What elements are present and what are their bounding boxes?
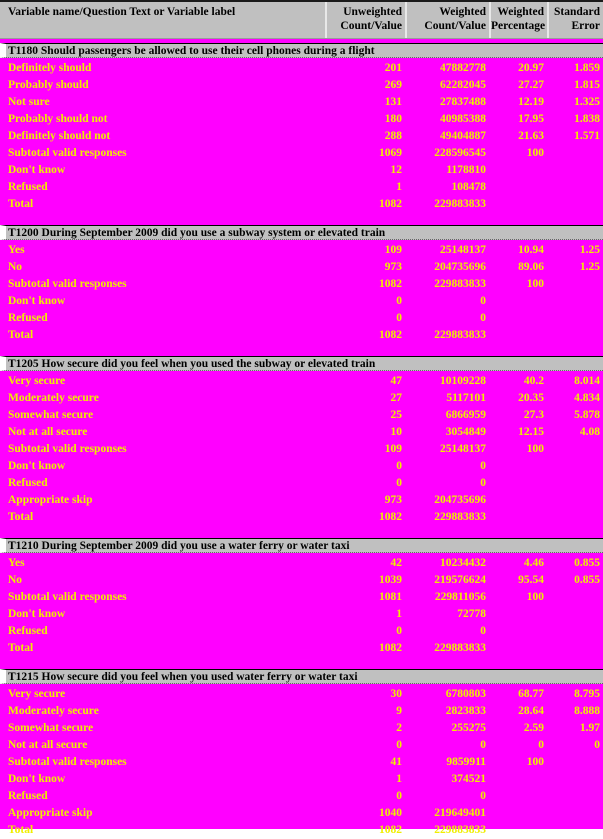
cell-weighted-percentage — [489, 492, 547, 509]
cell-standard-error: 4.08 — [579, 426, 600, 438]
section-title-bar: T1215 How secure did you feel when you used water ferry or water taxi — [0, 669, 603, 684]
column-header-unweighted-count — [325, 2, 405, 38]
cell-weighted-percentage: 89.06 — [518, 261, 544, 273]
cell-value-label: Appropriate skip — [8, 494, 93, 506]
cell-standard-error — [547, 492, 603, 509]
table-row — [0, 60, 603, 77]
table-row — [0, 327, 603, 344]
cell-unweighted-count: 1082 — [379, 642, 402, 654]
cell-weighted-percentage: 4.46 — [523, 557, 544, 569]
cell-standard-error: 1.25 — [579, 261, 600, 273]
cell-unweighted-count: 109 — [384, 244, 402, 256]
cell-weighted-count: 0 — [480, 295, 486, 307]
table-row — [0, 788, 603, 805]
cell-value-label: Don't know — [8, 773, 66, 785]
cell-weighted-count: 229883833 — [434, 329, 486, 341]
cell-value-label: Don't know — [8, 460, 66, 472]
cell-unweighted-count: 1069 — [379, 147, 402, 159]
column-header-weighted-percentage — [489, 2, 547, 38]
cell-unweighted-count: 42 — [390, 557, 402, 569]
cell-unweighted-count: 1081 — [379, 591, 402, 603]
cell-unweighted-count: 25 — [390, 409, 402, 421]
cell-standard-error: 8.888 — [574, 705, 600, 717]
section-title-bar: T1210 During September 2009 did you use a water ferry or water taxi — [0, 538, 603, 553]
cell-value-label: Total — [8, 642, 34, 654]
cell-unweighted-count: 180 — [384, 113, 402, 125]
cell-unweighted-count: 1082 — [379, 198, 402, 210]
cell-weighted-count: 49404887 — [440, 130, 486, 142]
cell-weighted-count: 47882778 — [440, 62, 486, 74]
cell-value-label: Don't know — [8, 164, 66, 176]
cell-value-label: Total — [8, 198, 34, 210]
column-header-weighted-line2: Count/Value — [424, 20, 486, 32]
cell-weighted-percentage: 27.3 — [523, 409, 544, 421]
cell-weighted-count: 72778 — [457, 608, 486, 620]
variable-section — [0, 356, 603, 526]
cell-weighted-count: 6866959 — [445, 409, 486, 421]
cell-standard-error: 8.795 — [574, 688, 600, 700]
cell-value-label: Not at all secure — [8, 739, 88, 751]
cell-standard-error — [547, 509, 603, 526]
cell-standard-error — [547, 196, 603, 213]
table-row — [0, 822, 603, 839]
cell-unweighted-count: 201 — [384, 62, 402, 74]
cell-unweighted-count: 1 — [396, 181, 402, 193]
table-row — [0, 111, 603, 128]
cell-weighted-percentage — [489, 822, 547, 839]
cell-unweighted-count: 973 — [384, 261, 402, 273]
cell-unweighted-count: 41 — [390, 756, 402, 768]
cell-unweighted-count: 0 — [396, 477, 402, 489]
cell-weighted-percentage — [489, 606, 547, 623]
table-row — [0, 754, 603, 771]
cell-value-label: Definitely should — [8, 62, 92, 74]
cell-value-label: Refused — [8, 477, 48, 489]
cell-unweighted-count: 12 — [390, 164, 402, 176]
table-row — [0, 259, 603, 276]
cell-weighted-count: 25148137 — [440, 443, 486, 455]
table-row — [0, 509, 603, 526]
cell-weighted-count: 219576624 — [434, 574, 486, 586]
cell-weighted-count: 229883833 — [434, 511, 486, 523]
cell-standard-error: 4.834 — [574, 392, 600, 404]
cell-standard-error: 0.855 — [574, 557, 600, 569]
cell-weighted-count: 229883833 — [434, 198, 486, 210]
cell-value-label: Total — [8, 511, 34, 523]
cell-weighted-count: 0 — [480, 790, 486, 802]
column-header-percentage-line2: Percentage — [491, 20, 546, 32]
cell-weighted-count: 0 — [480, 625, 486, 637]
cell-weighted-count: 3054849 — [445, 426, 486, 438]
cell-standard-error — [547, 771, 603, 788]
cell-weighted-count: 2823833 — [445, 705, 486, 717]
cell-weighted-count: 0 — [480, 739, 486, 751]
cell-standard-error — [547, 145, 603, 162]
cell-weighted-count: 10109228 — [440, 375, 486, 387]
cell-weighted-percentage — [489, 475, 547, 492]
cell-value-label: Refused — [8, 312, 48, 324]
cell-unweighted-count: 109 — [384, 443, 402, 455]
table-row — [0, 606, 603, 623]
cell-standard-error — [547, 754, 603, 771]
cell-value-label: Subtotal valid responses — [8, 756, 127, 768]
cell-value-label: Moderately secure — [8, 392, 99, 404]
cell-standard-error: 1.571 — [574, 130, 600, 142]
cell-standard-error: 1.97 — [579, 722, 600, 734]
cell-weighted-percentage — [489, 179, 547, 196]
cell-unweighted-count: 0 — [396, 460, 402, 472]
column-header-weighted-count — [405, 2, 489, 38]
cell-standard-error — [547, 458, 603, 475]
cell-weighted-count: 0 — [480, 477, 486, 489]
variable-section — [0, 669, 603, 839]
cell-standard-error — [547, 162, 603, 179]
cell-weighted-percentage — [489, 196, 547, 213]
cell-weighted-percentage: 2.59 — [523, 722, 544, 734]
cell-weighted-percentage: 17.95 — [518, 113, 544, 125]
cell-standard-error — [547, 822, 603, 839]
table-row — [0, 276, 603, 293]
cell-weighted-percentage — [489, 327, 547, 344]
cell-unweighted-count: 1040 — [379, 807, 402, 819]
cell-standard-error: 1.815 — [574, 79, 600, 91]
cell-value-label: Subtotal valid responses — [8, 278, 127, 290]
table-row — [0, 77, 603, 94]
cell-weighted-count: 229883833 — [434, 642, 486, 654]
cell-value-label: Not at all secure — [8, 426, 88, 438]
cell-unweighted-count: 269 — [384, 79, 402, 91]
cell-weighted-percentage: 12.15 — [518, 426, 544, 438]
cell-standard-error — [547, 623, 603, 640]
cell-value-label: Refused — [8, 181, 48, 193]
cell-weighted-percentage — [489, 771, 547, 788]
table-row — [0, 373, 603, 390]
table-row — [0, 145, 603, 162]
cell-weighted-percentage: 27.27 — [518, 79, 544, 91]
cell-standard-error — [547, 293, 603, 310]
cell-value-label: Appropriate skip — [8, 807, 93, 819]
cell-standard-error: 8.014 — [574, 375, 600, 387]
cell-standard-error — [547, 310, 603, 327]
table-row — [0, 128, 603, 145]
cell-unweighted-count: 1 — [396, 773, 402, 785]
section-rows — [0, 553, 603, 657]
variable-section — [0, 538, 603, 657]
table-row — [0, 407, 603, 424]
cell-unweighted-count: 0 — [396, 625, 402, 637]
cell-standard-error: 0 — [594, 739, 600, 751]
cell-value-label: Total — [8, 824, 34, 836]
cell-value-label: Moderately secure — [8, 705, 99, 717]
cell-weighted-percentage — [489, 293, 547, 310]
cell-value-label: Probably should — [8, 79, 89, 91]
table-row — [0, 640, 603, 657]
table-row — [0, 242, 603, 259]
section-rows — [0, 371, 603, 526]
cell-value-label: Don't know — [8, 295, 66, 307]
column-header-unweighted-line2: Count/Value — [340, 20, 402, 32]
cell-weighted-count: 108478 — [451, 181, 486, 193]
variable-section — [0, 225, 603, 344]
cell-standard-error: 1.859 — [574, 62, 600, 74]
cell-weighted-count: 62282045 — [440, 79, 486, 91]
cell-unweighted-count: 1082 — [379, 329, 402, 341]
cell-standard-error: 0.855 — [574, 574, 600, 586]
cell-unweighted-count: 0 — [396, 312, 402, 324]
cell-value-label: Subtotal valid responses — [8, 591, 127, 603]
table-row — [0, 572, 603, 589]
cell-weighted-percentage: 100 — [526, 443, 544, 455]
cell-value-label: Total — [8, 329, 34, 341]
cell-standard-error — [547, 276, 603, 293]
table-row — [0, 424, 603, 441]
cell-value-label: Don't know — [8, 608, 66, 620]
cell-weighted-count: 27837488 — [440, 96, 486, 108]
cell-unweighted-count: 0 — [396, 739, 402, 751]
cell-weighted-percentage: 28.64 — [518, 705, 544, 717]
table-row — [0, 475, 603, 492]
cell-weighted-count: 25148137 — [440, 244, 486, 256]
cell-weighted-count: 9859911 — [446, 756, 486, 768]
cell-weighted-count: 6780803 — [445, 688, 486, 700]
table-row — [0, 555, 603, 572]
cell-weighted-count: 219649401 — [434, 807, 486, 819]
cell-weighted-percentage: 68.77 — [518, 688, 544, 700]
cell-weighted-count: 229811056 — [434, 591, 486, 603]
cell-weighted-percentage: 95.54 — [518, 574, 544, 586]
cell-unweighted-count: 1039 — [379, 574, 402, 586]
cell-weighted-percentage — [489, 805, 547, 822]
cell-value-label: Definitely should not — [8, 130, 111, 142]
table-row — [0, 390, 603, 407]
table-row — [0, 162, 603, 179]
cell-unweighted-count: 0 — [396, 790, 402, 802]
cell-weighted-count: 204735696 — [434, 261, 486, 273]
cell-value-label: Very secure — [8, 688, 66, 700]
table-row — [0, 737, 603, 754]
cell-standard-error: 1.838 — [574, 113, 600, 125]
cell-weighted-percentage: 10.94 — [518, 244, 544, 256]
table-row — [0, 458, 603, 475]
cell-unweighted-count: 27 — [390, 392, 402, 404]
cell-unweighted-count: 10 — [390, 426, 402, 438]
cell-standard-error — [547, 179, 603, 196]
cell-weighted-percentage: 0 — [538, 739, 544, 751]
section-rows — [0, 58, 603, 213]
cell-weighted-count: 0 — [480, 312, 486, 324]
table-row — [0, 441, 603, 458]
cell-unweighted-count: 1082 — [379, 511, 402, 523]
table-row — [0, 623, 603, 640]
cell-standard-error — [547, 441, 603, 458]
cell-value-label: No — [8, 574, 23, 586]
cell-standard-error — [547, 805, 603, 822]
cell-weighted-percentage: 100 — [526, 756, 544, 768]
column-header-error-line1: Standard — [553, 6, 600, 18]
cell-unweighted-count: 1 — [396, 608, 402, 620]
cell-value-label: No — [8, 261, 23, 273]
section-title-bar: T1205 How secure did you feel when you used the subway or elevated train — [0, 356, 603, 371]
cell-standard-error: 1.25 — [579, 244, 600, 256]
cell-unweighted-count: 1082 — [379, 278, 402, 290]
cell-weighted-percentage — [489, 509, 547, 526]
variable-section — [0, 43, 603, 213]
cell-value-label: Refused — [8, 790, 48, 802]
cell-value-label: Very secure — [8, 375, 66, 387]
section-title-bar: T1200 During September 2009 did you use a subway system or elevated train — [0, 225, 603, 240]
table-row — [0, 179, 603, 196]
cell-weighted-percentage — [489, 310, 547, 327]
table-row — [0, 492, 603, 509]
cell-weighted-count: 10234432 — [440, 557, 486, 569]
table-row — [0, 293, 603, 310]
table-row — [0, 805, 603, 822]
table-row — [0, 196, 603, 213]
column-header-unweighted-line1: Unweighted — [343, 6, 402, 18]
cell-standard-error — [547, 327, 603, 344]
cell-weighted-percentage: 12.19 — [518, 96, 544, 108]
cell-standard-error — [547, 606, 603, 623]
cell-standard-error — [547, 475, 603, 492]
cell-value-label: Subtotal valid responses — [8, 147, 127, 159]
cell-value-label: Somewhat secure — [8, 409, 94, 421]
cell-unweighted-count: 973 — [384, 494, 402, 506]
table-row — [0, 310, 603, 327]
cell-weighted-count: 1178810 — [446, 164, 486, 176]
variable-sections — [0, 43, 603, 839]
cell-weighted-percentage: 100 — [526, 278, 544, 290]
cell-weighted-count: 5117101 — [446, 392, 486, 404]
cell-weighted-count: 255275 — [451, 722, 486, 734]
cell-unweighted-count: 1082 — [379, 824, 402, 836]
section-rows — [0, 684, 603, 839]
cell-unweighted-count: 9 — [396, 705, 402, 717]
cell-weighted-percentage — [489, 623, 547, 640]
column-header-standard-error — [547, 2, 603, 38]
cell-weighted-count: 229883833 — [434, 278, 486, 290]
cell-weighted-percentage — [489, 788, 547, 805]
column-header-percentage-line1: Weighted — [497, 6, 544, 18]
column-header-error-line2: Error — [571, 20, 600, 32]
cell-weighted-count: 229883833 — [434, 824, 486, 836]
section-title-bar: T1180 Should passengers be allowed to use their cell phones during a flight — [0, 43, 603, 58]
table-row — [0, 94, 603, 111]
table-row — [0, 589, 603, 606]
cell-weighted-percentage — [489, 640, 547, 657]
cell-standard-error — [547, 788, 603, 805]
cell-weighted-percentage: 21.63 — [518, 130, 544, 142]
cell-unweighted-count: 47 — [390, 375, 402, 387]
table-row — [0, 686, 603, 703]
section-rows — [0, 240, 603, 344]
cell-weighted-count: 40985388 — [440, 113, 486, 125]
table-row — [0, 771, 603, 788]
cell-weighted-percentage: 20.97 — [518, 62, 544, 74]
cell-weighted-percentage — [489, 458, 547, 475]
table-row — [0, 703, 603, 720]
cell-value-label: Somewhat secure — [8, 722, 94, 734]
cell-value-label: Yes — [8, 244, 25, 256]
column-header-weighted-line1: Weighted — [439, 6, 486, 18]
cell-standard-error: 5.878 — [574, 409, 600, 421]
cell-weighted-percentage — [489, 162, 547, 179]
cell-value-label: Subtotal valid responses — [8, 443, 127, 455]
cell-weighted-percentage: 40.2 — [523, 375, 544, 387]
cell-value-label: Probably should not — [8, 113, 108, 125]
cell-unweighted-count: 2 — [396, 722, 402, 734]
cell-unweighted-count: 0 — [396, 295, 402, 307]
cell-standard-error: 1.325 — [574, 96, 600, 108]
cell-unweighted-count: 30 — [390, 688, 402, 700]
cell-weighted-percentage: 100 — [526, 147, 544, 159]
cell-weighted-percentage: 100 — [526, 591, 544, 603]
cell-standard-error — [547, 640, 603, 657]
cell-weighted-count: 0 — [480, 460, 486, 472]
cell-weighted-count: 374521 — [451, 773, 486, 785]
table-row — [0, 720, 603, 737]
cell-value-label: Not sure — [8, 96, 50, 108]
column-header-variable-label: Variable name/Question Text or Variable label — [8, 6, 236, 18]
cell-value-label: Refused — [8, 625, 48, 637]
cell-value-label: Yes — [8, 557, 25, 569]
cell-weighted-percentage: 20.35 — [518, 392, 544, 404]
cell-weighted-count: 204735696 — [434, 494, 486, 506]
cell-unweighted-count: 131 — [384, 96, 402, 108]
cell-unweighted-count: 288 — [384, 130, 402, 142]
cell-weighted-count: 228596545 — [434, 147, 486, 159]
column-header-row — [0, 2, 603, 39]
cell-standard-error — [547, 589, 603, 606]
